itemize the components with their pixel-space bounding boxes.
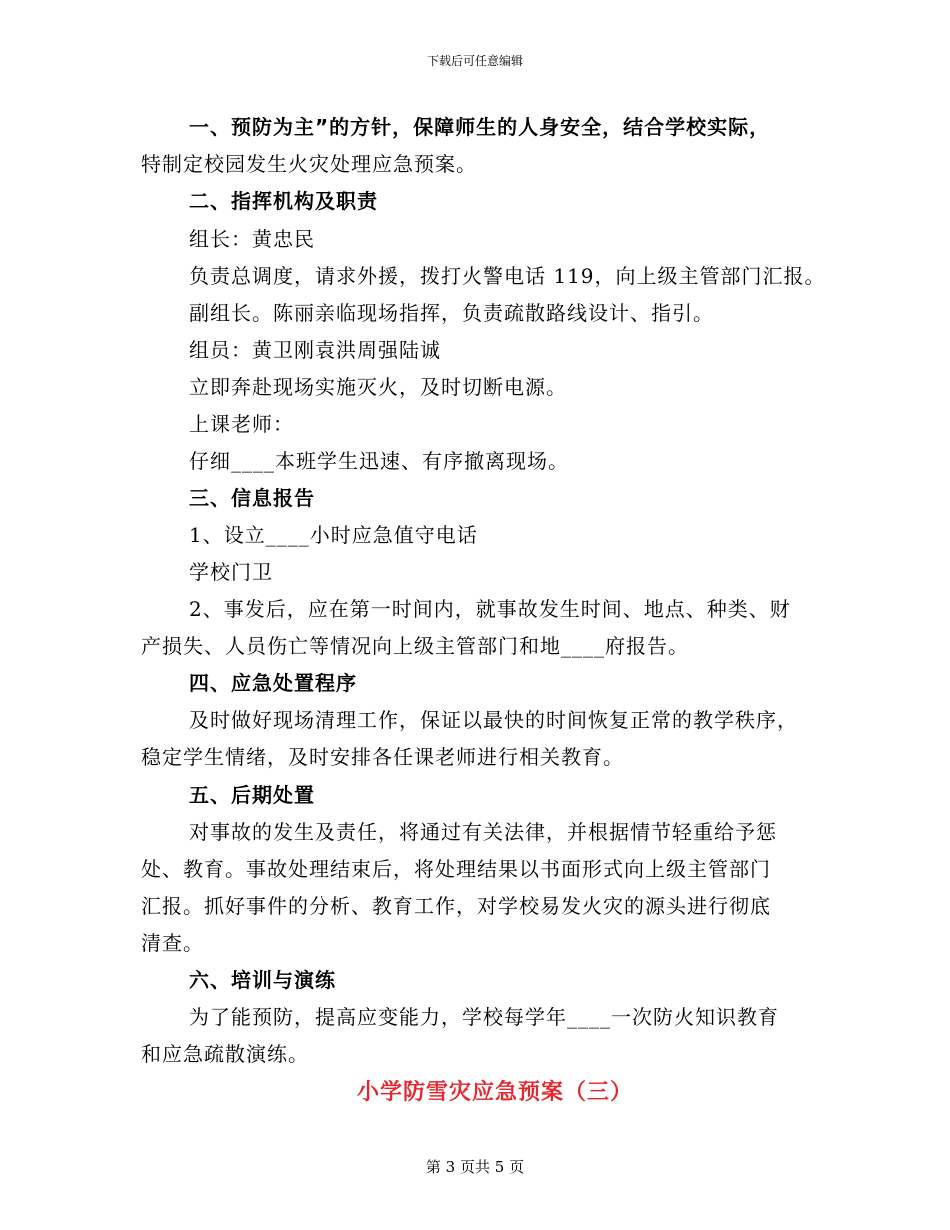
paragraph-line: 组长：黄忠民: [189, 227, 315, 251]
section-heading-4: 四、应急处置程序: [189, 671, 357, 695]
paragraph-line: 1、设立____小时应急值守电话: [189, 523, 478, 547]
paragraph-line: 及时做好现场清理工作，保证以最快的时间恢复正常的教学秩序，: [189, 708, 798, 732]
paragraph-line: 一、预防为主”的方针，保障师生的人身安全，结合学校实际，: [189, 115, 771, 139]
paragraph-line: 处、教育。事故处理结束后，将处理结果以书面形式向上级主管部门: [141, 857, 771, 881]
paragraph-line: 特制定校园发生火灾处理应急预案。: [141, 152, 477, 176]
paragraph-line: 和应急疏散演练。: [141, 1042, 309, 1066]
paragraph-line: 组员：黄卫刚袁洪周强陆诚: [189, 338, 441, 362]
section-heading-5: 五、后期处置: [189, 783, 315, 807]
section-heading-6: 六、培训与演练: [189, 968, 336, 992]
section-heading-2: 二、指挥机构及职责: [189, 189, 378, 213]
page-footer: 第 3 页共 5 页: [425, 1158, 525, 1176]
paragraph-line: 稳定学生情绪，及时安排各任课老师进行相关教育。: [141, 745, 624, 769]
paragraph-line: 副组长。陈丽亲临现场指挥，负责疏散路线设计、指引。: [189, 301, 714, 325]
paragraph-line: 仔细____本班学生迅速、有序撤离现场。: [189, 449, 569, 473]
paragraph-line: 清查。: [141, 931, 204, 955]
paragraph-line: 负责总调度，请求外援，拨打火警电话 119，向上级主管部门汇报。: [189, 264, 826, 288]
paragraph-line: 产损失、人员伤亡等情况向上级主管部门和地____府报告。: [141, 634, 689, 658]
paragraph-line: 汇报。抓好事件的分析、教育工作，对学校易发火灾的源头进行彻底: [141, 894, 771, 918]
paragraph-line: 为了能预防，提高应变能力，学校每学年____一次防火知识教育: [189, 1005, 779, 1029]
paragraph-line: 对事故的发生及责任，将通过有关法律，并根据情节轻重给予惩: [189, 820, 777, 844]
page-header: 下载后可任意编辑: [426, 54, 523, 68]
section-heading-3: 三、信息报告: [189, 486, 315, 510]
paragraph-line: 立即奔赴现场实施灭火，及时切断电源。: [189, 375, 567, 399]
paragraph-line: 2、事发后，应在第一时间内，就事故发生时间、地点、种类、财: [189, 597, 791, 621]
next-section-title: 小学防雪灾应急预案（三）: [356, 1080, 633, 1105]
paragraph-line: 上课老师：: [189, 412, 294, 436]
paragraph-line: 学校门卫: [189, 560, 273, 584]
